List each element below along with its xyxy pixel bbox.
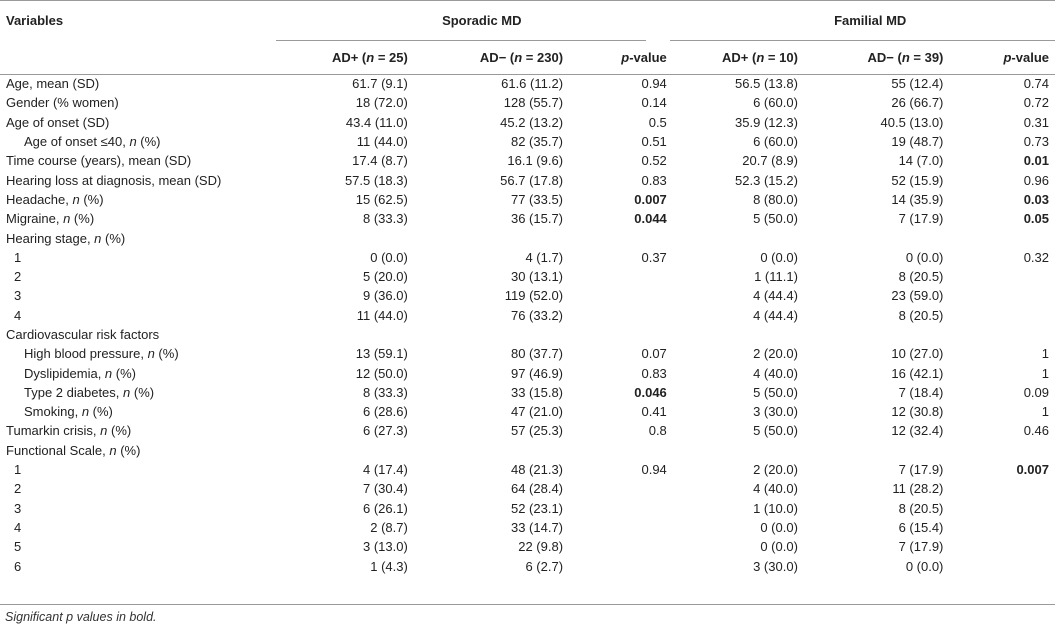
- table-cell: 6 (27.3): [363, 423, 408, 439]
- table-cell: 64 (28.4): [510, 481, 564, 497]
- table-row: [0, 170, 1055, 189]
- table-cell: [569, 228, 673, 247]
- row-label: Headache, n (%): [6, 191, 104, 207]
- variables-header: Variables: [6, 12, 64, 28]
- table-cell: 0.07: [641, 346, 667, 362]
- row-label: 6: [14, 558, 22, 574]
- table-row: [0, 479, 1055, 498]
- table-cell: 1 (10.0): [753, 500, 798, 516]
- row-label: Dyslipidemia, n (%): [24, 365, 136, 381]
- table-cell: 4 (40.0): [753, 481, 798, 497]
- table-cell: [569, 537, 673, 556]
- table-row: [0, 402, 1055, 421]
- table-cell: 0.46: [1023, 423, 1049, 439]
- table-cell: 12 (30.8): [891, 404, 944, 420]
- table-cell: 45.2 (13.2): [500, 114, 564, 130]
- table-cell: 0.73: [1023, 134, 1049, 150]
- table-cell: 52 (23.1): [510, 500, 564, 516]
- table-row: [0, 190, 1055, 209]
- row-label: 1: [14, 249, 22, 265]
- table-cell: 8 (20.5): [898, 500, 944, 516]
- table-cell: 0.007: [1016, 462, 1049, 478]
- table-cell: 5 (20.0): [363, 269, 408, 285]
- table-cell: 48 (21.3): [510, 462, 564, 478]
- table-cell: 5 (50.0): [753, 423, 798, 439]
- row-label: Hearing stage, n (%): [6, 230, 126, 246]
- table-cell: [569, 441, 673, 460]
- row-label: 4: [14, 519, 22, 535]
- table-cell: 36 (15.7): [510, 211, 564, 227]
- table-cell: 2 (20.0): [753, 346, 798, 362]
- table-cell: 6 (60.0): [753, 134, 798, 150]
- table-cell: 6 (60.0): [753, 95, 798, 111]
- table-cell: 56.5 (13.8): [735, 76, 798, 92]
- table-cell: 0.94: [641, 462, 667, 478]
- table-cell: [949, 306, 1055, 325]
- table-cell: 119 (52.0): [504, 288, 564, 304]
- table-cell: 0.31: [1023, 114, 1049, 130]
- row-label: Age, mean (SD): [6, 76, 100, 92]
- table-cell: 0.74: [1023, 76, 1049, 92]
- table-cell: 0.046: [634, 384, 667, 400]
- table-cell: 14 (7.0): [898, 153, 944, 169]
- row-label: 2: [14, 269, 22, 285]
- table-cell: [949, 556, 1055, 575]
- table-cell: 47 (21.0): [510, 404, 564, 420]
- table-cell: 82 (35.7): [510, 134, 564, 150]
- table-cell: 0.72: [1023, 95, 1049, 111]
- table-cell: 1: [1041, 404, 1049, 420]
- table-cell: 52.3 (15.2): [735, 172, 798, 188]
- table-cell: 26 (66.7): [891, 95, 944, 111]
- table-cell: [949, 441, 1055, 460]
- table-row: [0, 248, 1055, 267]
- table-cell: 0.32: [1023, 249, 1049, 265]
- table-cell: [569, 286, 673, 305]
- table-cell: 0 (0.0): [760, 519, 798, 535]
- row-label: 1: [14, 462, 22, 478]
- table-cell: 0 (0.0): [760, 249, 798, 265]
- table-cell: 12 (50.0): [355, 365, 408, 381]
- table-cell: 77 (33.5): [510, 191, 564, 207]
- table-cell: 43.4 (11.0): [345, 114, 408, 130]
- table-row: [0, 421, 1055, 440]
- table-cell: [949, 267, 1055, 286]
- row-label: Age of onset (SD): [6, 114, 110, 130]
- header-row-columns: [0, 40, 1055, 74]
- table-row: [0, 344, 1055, 363]
- table-cell: [949, 325, 1055, 344]
- table-cell: 6 (28.6): [363, 404, 408, 420]
- table-cell: [569, 499, 673, 518]
- table-cell: 40.5 (13.0): [880, 114, 944, 130]
- table-cell: 0.5: [648, 114, 667, 130]
- table-cell: 0.01: [1023, 153, 1049, 169]
- table-row: [0, 325, 1055, 344]
- table-cell: [804, 228, 949, 247]
- table-cell: 0.14: [641, 95, 667, 111]
- table-row: [0, 363, 1055, 382]
- table-row: [0, 306, 1055, 325]
- table-cell: 9 (36.0): [363, 288, 408, 304]
- table-cell: [569, 518, 673, 537]
- table-cell: 0.83: [641, 172, 667, 188]
- table-cell: 0.52: [641, 153, 667, 169]
- table-cell: 20.7 (8.9): [742, 153, 798, 169]
- table-cell: 3 (30.0): [753, 404, 798, 420]
- table-cell: 0 (0.0): [760, 539, 798, 555]
- table-row: [0, 267, 1055, 286]
- table-cell: 0.03: [1023, 191, 1049, 207]
- table-cell: 0.007: [634, 191, 667, 207]
- table-cell: 22 (9.8): [518, 539, 564, 555]
- table-row: [0, 383, 1055, 402]
- row-label: Type 2 diabetes, n (%): [24, 384, 155, 400]
- table-row: [0, 151, 1055, 170]
- table-cell: [291, 325, 414, 344]
- col-header: AD− (n = 39): [867, 49, 944, 65]
- table-cell: 4 (44.4): [753, 307, 798, 323]
- table-cell: 1: [1041, 346, 1049, 362]
- table-cell: 11 (28.2): [892, 481, 944, 497]
- table-cell: [569, 325, 673, 344]
- table-cell: 0 (0.0): [905, 249, 944, 265]
- table-row: [0, 556, 1055, 575]
- table-row: [0, 209, 1055, 228]
- table-cell: [414, 325, 569, 344]
- table-row: [0, 441, 1055, 460]
- table-cell: 10 (27.0): [891, 346, 944, 362]
- bottom-rule: [0, 604, 1055, 605]
- table-row: [0, 537, 1055, 556]
- table-cell: 16 (42.1): [891, 365, 944, 381]
- table-row: [0, 518, 1055, 537]
- table-cell: 52 (15.9): [891, 172, 944, 188]
- row-label: 3: [14, 288, 22, 304]
- table-row: [0, 228, 1055, 247]
- table-cell: 8 (33.3): [363, 384, 408, 400]
- table-cell: 0.41: [641, 404, 667, 420]
- table-row: [0, 286, 1055, 305]
- table-cell: 1 (4.3): [370, 558, 408, 574]
- table-cell: 0.044: [634, 211, 667, 227]
- table-cell: 7 (17.9): [898, 539, 944, 555]
- table-cell: [685, 325, 804, 344]
- table-cell: [569, 556, 673, 575]
- table-cell: 13 (59.1): [355, 346, 408, 362]
- table-cell: 5 (50.0): [753, 211, 798, 227]
- table-cell: [949, 518, 1055, 537]
- table-cell: 0.37: [641, 249, 667, 265]
- table-cell: 12 (32.4): [891, 423, 944, 439]
- table-cell: 55 (12.4): [891, 76, 944, 92]
- table-cell: 7 (30.4): [363, 481, 408, 497]
- table-cell: 4 (17.4): [363, 462, 408, 478]
- row-label: High blood pressure, n (%): [24, 346, 179, 362]
- table-cell: 14 (35.9): [891, 191, 944, 207]
- table-cell: 33 (15.8): [510, 384, 564, 400]
- table-cell: 3 (30.0): [753, 558, 798, 574]
- table-cell: 18 (72.0): [355, 95, 408, 111]
- row-label: 5: [14, 539, 22, 555]
- row-label: Functional Scale, n (%): [6, 442, 141, 458]
- col-header: AD− (n = 230): [479, 49, 564, 65]
- table-cell: [569, 267, 673, 286]
- table-cell: 0 (0.0): [370, 249, 408, 265]
- col-header: p-value: [1003, 49, 1049, 65]
- table-cell: 8 (33.3): [363, 211, 408, 227]
- table-cell: 5 (50.0): [753, 384, 798, 400]
- table-cell: 0.83: [641, 365, 667, 381]
- table-cell: 23 (59.0): [891, 288, 944, 304]
- row-label: Smoking, n (%): [24, 404, 113, 420]
- table-cell: 35.9 (12.3): [735, 114, 798, 130]
- table-cell: 7 (18.4): [898, 384, 944, 400]
- table-cell: 57 (25.3): [510, 423, 564, 439]
- table-cell: 6 (15.4): [898, 519, 944, 535]
- table-cell: [685, 441, 804, 460]
- table-cell: 0.05: [1023, 211, 1049, 227]
- table-cell: [291, 228, 414, 247]
- table-cell: 0.96: [1023, 172, 1049, 188]
- row-label: Time course (years), mean (SD): [6, 153, 192, 169]
- table-row: [0, 132, 1055, 151]
- header-row-groups: [0, 0, 1055, 40]
- row-label: Migraine, n (%): [6, 211, 95, 227]
- table-cell: 6 (2.7): [525, 558, 564, 574]
- sporadic-header: Sporadic MD: [442, 12, 522, 28]
- table-cell: 17.4 (8.7): [352, 153, 408, 169]
- table-cell: 6 (26.1): [363, 500, 408, 516]
- table-cell: 4 (1.7): [525, 249, 564, 265]
- table-cell: 8 (20.5): [898, 269, 944, 285]
- table-cell: 0.51: [641, 134, 667, 150]
- table-cell: 4 (44.4): [753, 288, 798, 304]
- table-cell: 15 (62.5): [355, 191, 408, 207]
- table-cell: 2 (8.7): [370, 519, 408, 535]
- table-cell: [949, 499, 1055, 518]
- table-cell: 2 (20.0): [753, 462, 798, 478]
- row-label: Gender (% women): [6, 95, 119, 111]
- table-cell: 7 (17.9): [898, 211, 944, 227]
- table-cell: 0.94: [641, 76, 667, 92]
- table-cell: [804, 441, 949, 460]
- footnote: Significant p values in bold.: [5, 610, 157, 624]
- col-header: p-value: [621, 49, 667, 65]
- table-cell: [414, 441, 569, 460]
- table-cell: [569, 479, 673, 498]
- table-cell: 76 (33.2): [510, 307, 564, 323]
- table-row: [0, 74, 1055, 93]
- table-row: [0, 93, 1055, 112]
- table-cell: 128 (55.7): [503, 95, 564, 111]
- table-cell: [685, 228, 804, 247]
- col-header: AD+ (n = 10): [722, 49, 798, 65]
- table-row: [0, 113, 1055, 132]
- table-cell: 0.09: [1023, 384, 1049, 400]
- row-label: 4: [14, 307, 22, 323]
- table-cell: [949, 228, 1055, 247]
- table-cell: 30 (13.1): [510, 269, 564, 285]
- table-cell: 61.6 (11.2): [501, 76, 564, 92]
- row-label: 2: [14, 481, 22, 497]
- table-cell: 33 (14.7): [510, 519, 564, 535]
- row-label: Cardiovascular risk factors: [6, 327, 160, 342]
- table-cell: [569, 306, 673, 325]
- table-cell: [291, 441, 414, 460]
- table-cell: 11 (44.0): [356, 134, 408, 150]
- table-cell: 0 (0.0): [905, 558, 944, 574]
- col-header: AD+ (n = 25): [331, 49, 408, 65]
- row-label: Tumarkin crisis, n (%): [6, 423, 132, 439]
- table-cell: [949, 537, 1055, 556]
- table-cell: 0.8: [648, 423, 667, 439]
- table-cell: 11 (44.0): [356, 307, 408, 323]
- table-cell: 61.7 (9.1): [352, 76, 408, 92]
- table-cell: 3 (13.0): [363, 539, 408, 555]
- row-label: 3: [14, 500, 22, 516]
- table-cell: [414, 228, 569, 247]
- table-cell: [949, 479, 1055, 498]
- table-cell: [949, 286, 1055, 305]
- table-cell: 8 (20.5): [898, 307, 944, 323]
- row-label: Hearing loss at diagnosis, mean (SD): [6, 172, 222, 188]
- table-cell: [804, 325, 949, 344]
- row-label: Age of onset ≤40, n (%): [24, 134, 161, 150]
- table-cell: 4 (40.0): [753, 365, 798, 381]
- table-cell: 97 (46.9): [510, 365, 564, 381]
- table-cell: 8 (80.0): [753, 191, 798, 207]
- table-cell: 1 (11.1): [754, 269, 798, 285]
- familial-header: Familial MD: [834, 12, 907, 28]
- table-cell: 1: [1041, 365, 1049, 381]
- table-row: [0, 460, 1055, 479]
- table-body: [0, 74, 1055, 576]
- table-cell: 7 (17.9): [898, 462, 944, 478]
- table-cell: 80 (37.7): [510, 346, 564, 362]
- table-cell: 19 (48.7): [891, 134, 944, 150]
- table-cell: 56.7 (17.8): [500, 172, 564, 188]
- table-cell: 16.1 (9.6): [507, 153, 564, 169]
- table-cell: 57.5 (18.3): [344, 172, 408, 188]
- table-row: [0, 499, 1055, 518]
